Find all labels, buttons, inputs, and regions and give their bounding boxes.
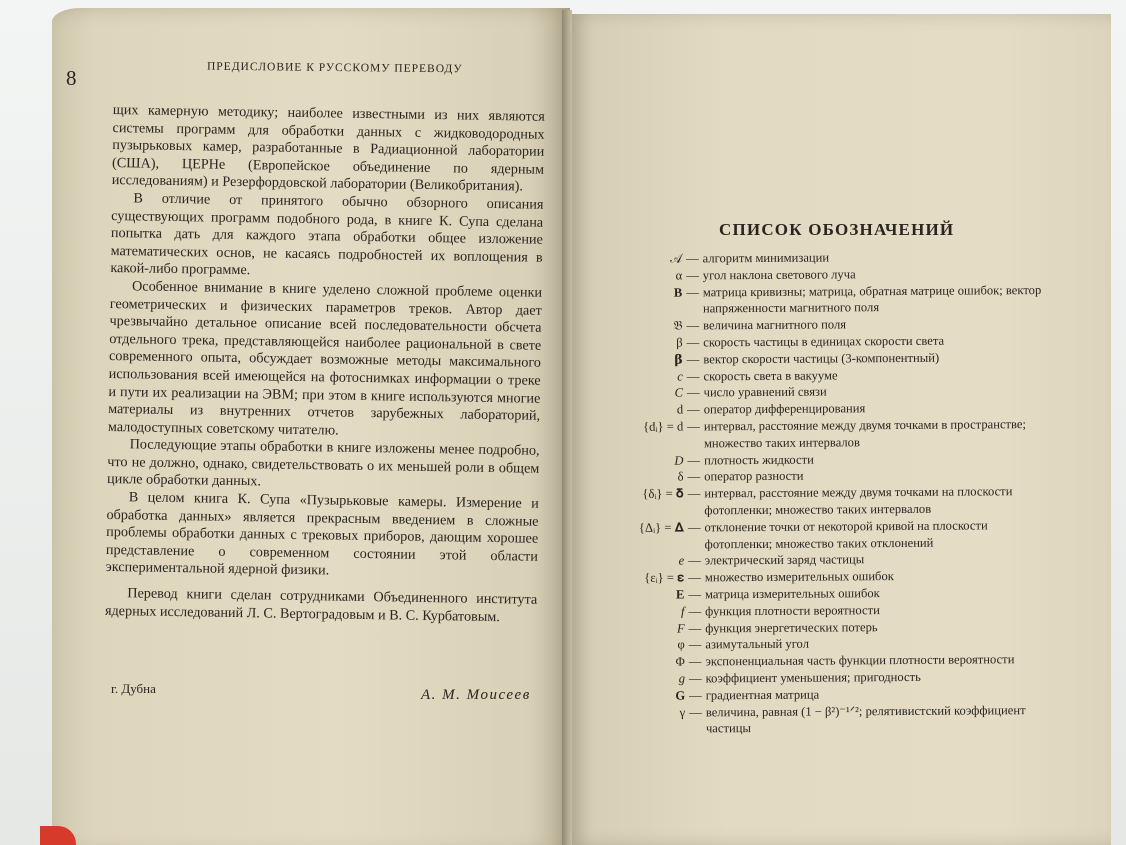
notation-dash: — bbox=[687, 402, 700, 417]
notation-entry bbox=[612, 282, 1052, 319]
notation-dash: — bbox=[686, 284, 699, 300]
notation-definition: оператор разности bbox=[704, 469, 804, 484]
notation-definition: экспоненциальная часть функции плотности вероятности bbox=[705, 652, 1015, 669]
notation-definition: алгоритм минимизации bbox=[702, 250, 830, 266]
notation-definition: интервал, расстояние между двумя точками на плоскости фотопленки; множество таких интервалов bbox=[704, 484, 1013, 518]
notation-definition: число уравнений связи bbox=[703, 384, 827, 400]
notation-dash: — bbox=[687, 520, 701, 535]
notation-dash: — bbox=[686, 251, 699, 266]
page-number: 8 bbox=[66, 66, 77, 90]
notation-dash: — bbox=[686, 318, 700, 333]
notation-dash: — bbox=[688, 637, 702, 652]
notation-symbol: 𝒜 bbox=[670, 251, 683, 266]
notation-dash: — bbox=[688, 671, 702, 686]
notation-dash: — bbox=[686, 268, 699, 283]
notation-symbol: e bbox=[678, 553, 685, 568]
notation-dash: — bbox=[688, 604, 702, 619]
notation-definition: электрический заряд частицы bbox=[704, 552, 865, 568]
notation-symbol: B bbox=[673, 285, 683, 300]
notation-dash: — bbox=[689, 688, 702, 703]
notation-symbol: γ bbox=[679, 705, 686, 720]
notation-symbol: D bbox=[674, 453, 684, 468]
notation-symbol: F bbox=[676, 621, 685, 636]
notation-symbol: c bbox=[677, 369, 683, 384]
notation-definition: величина, равная (1 − β²)⁻¹ᐟ²; релятивистский коэффициент частицы bbox=[705, 702, 1026, 736]
notation-symbol: β bbox=[676, 335, 683, 350]
notation-definition: угол наклона светового луча bbox=[702, 267, 856, 283]
notation-symbol: 𝔅 bbox=[673, 318, 683, 333]
notation-dash: — bbox=[687, 452, 701, 468]
paragraph: В целом книга К. Супа «Пузырьковые камеры. Измерение и обработка данных» является прекрасным введением в сложные проблемы обработки данных с трековых приборов, дающим хорошее представление о современном состоянии этой области экспериментальной ядерной физики. bbox=[105, 489, 539, 579]
notation-symbol: 𝛃 bbox=[674, 352, 683, 367]
notation-entry bbox=[614, 483, 1054, 520]
place-of-writing: г. Дубна bbox=[111, 681, 156, 696]
notation-entry bbox=[614, 517, 1054, 554]
notation-definition: скорость частицы в единицах скорости света bbox=[703, 333, 945, 350]
paragraph: Перевод книги сделан сотрудниками Объединенного института ядерных исследований Л. С. Вертоградовым и В. С. Курбатовым. bbox=[104, 585, 538, 625]
translator-editor-signature: А. М. Моисеев bbox=[421, 687, 531, 703]
notation-dash: — bbox=[686, 352, 700, 367]
notation-symbol: {Δᵢ} = 𝚫 bbox=[638, 520, 684, 535]
paragraph: Особенное внимание в книге уделено сложной проблеме оценки геометрических и физических параметров треков. Автор дает чрезвычайно детальное описание всей последовательности обсчета отдельного трека, представляющейся наиболее рациональной в свете современного опыта, обсуждает возможные методы максимального использования всей имеющейся на фотоснимках информации о треке и пути их реализации на ЭВМ; при этом в книге используются многие материалы из внутренних отчетов зарубежных лабораторий, малодоступных советскому читателю. bbox=[107, 278, 543, 439]
notation-symbol: δ bbox=[677, 469, 684, 484]
notation-dash: — bbox=[688, 570, 701, 585]
notation-dash: — bbox=[686, 335, 700, 350]
paragraph: щих камерную методику; наиболее известными из них являются системы программ для обработки данных с жидководородных пузырьковых камер, разработанные в Радиационной лаборатории (США), ЦЕРНе (Европейское объединение по ядерным исследованиям) и Резерфордовской лаборатории (Великобритания). bbox=[111, 102, 545, 195]
paragraph: В отличие от принятого обычно обзорного описания существующих программ подобного рода, в книге К. Супа сделана попытка дать для каждого этапа обработки общее изложение математических основ, не касаясь подробностей их воплощения в какой-либо программе. bbox=[110, 190, 544, 279]
notation-symbol: {δᵢ} = 𝛅 bbox=[642, 486, 684, 501]
notation-definition: функция плотности вероятности bbox=[705, 602, 880, 619]
notation-definition: матрица измерительных ошибок bbox=[704, 586, 880, 602]
notation-entry bbox=[615, 701, 1055, 738]
notation-dash: — bbox=[687, 469, 701, 484]
notation-definition: азимутальный угол bbox=[705, 636, 810, 652]
notation-dash: — bbox=[688, 620, 702, 636]
notation-definition: коэффициент уменьшения; пригодность bbox=[705, 669, 921, 686]
notation-symbol: φ bbox=[677, 637, 685, 652]
notation-definition: скорость света в вакууме bbox=[703, 368, 838, 383]
notation-symbol: d bbox=[676, 402, 684, 417]
notation-definition: величина магнитного поля bbox=[703, 317, 847, 333]
notation-dash: — bbox=[689, 704, 702, 719]
notation-dash: — bbox=[686, 385, 700, 400]
notation-symbol: {dᵢ} = d bbox=[643, 419, 684, 434]
notation-definition: множество измерительных ошибок bbox=[704, 569, 894, 585]
notation-definition: оператор дифференцирования bbox=[703, 401, 866, 417]
notation-definition: градиентная матрица bbox=[705, 687, 820, 703]
notation-symbol: E bbox=[675, 587, 685, 602]
notation-symbol: g bbox=[678, 671, 686, 686]
notation-symbol: C bbox=[674, 385, 684, 400]
notation-definition: плотность жидкости bbox=[704, 452, 814, 467]
notation-symbol: f bbox=[680, 604, 685, 619]
paragraph: Последующие этапы обработки в книге изложены менее подробно, что не должно, однако, свидетельствовать о их меньшей роли в общем цикле обработки данных. bbox=[106, 436, 540, 490]
notation-dash: — bbox=[687, 486, 701, 501]
notation-definition: отклонение точки от некоторой кривой на плоскости фотопленки; множество таких отклонений bbox=[704, 518, 988, 551]
notation-definition: функция энергетических потерь bbox=[705, 619, 878, 635]
notation-entry bbox=[613, 416, 1053, 453]
notation-dash: — bbox=[686, 368, 700, 384]
notation-definition: матрица кривизны; матрица, обратная матрице ошибок; вектор напряженности магнитного поля bbox=[702, 282, 1042, 316]
notation-dash: — bbox=[687, 419, 700, 434]
notation-dash: — bbox=[688, 654, 702, 669]
notation-symbol: α bbox=[675, 268, 683, 283]
notation-list-title: СПИСОК ОБОЗНАЧЕНИЙ bbox=[719, 220, 955, 239]
notation-symbol: {εᵢ} = 𝛆 bbox=[644, 570, 685, 585]
notation-definition: вектор скорости частицы (3-компонентный) bbox=[703, 350, 940, 367]
notation-dash: — bbox=[688, 553, 701, 568]
notation-symbol: Φ bbox=[675, 654, 685, 669]
notation-definition: интервал, расстояние между двумя точками в пространстве; множество таких интервалов bbox=[703, 417, 1027, 451]
notation-dash: — bbox=[688, 587, 702, 602]
running-head: ПРЕДИСЛОВИЕ К РУССКОМУ ПЕРЕВОДУ bbox=[206, 60, 463, 76]
notation-symbol: G bbox=[675, 688, 686, 703]
notation-list bbox=[612, 248, 1055, 738]
